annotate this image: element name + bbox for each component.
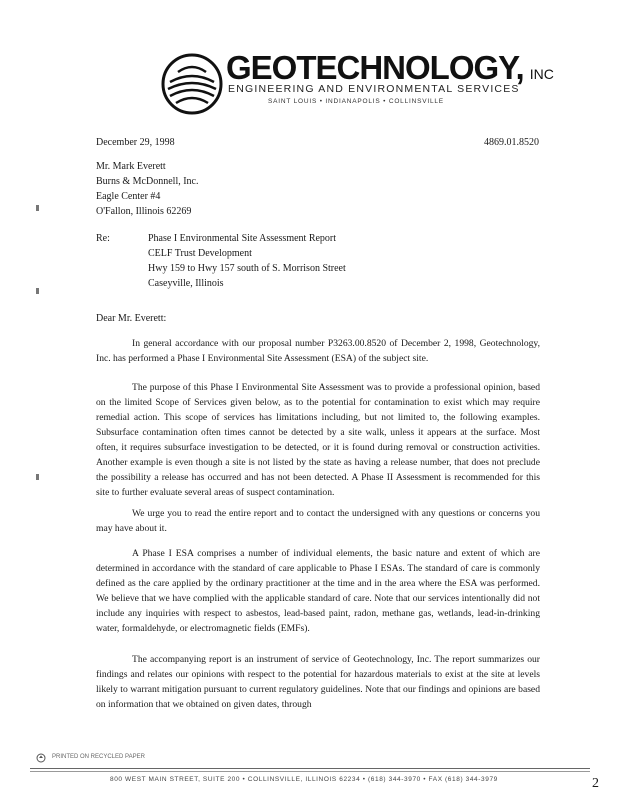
recipient-line: Mr. Mark Everett [96, 161, 166, 172]
page-number: 2 [592, 776, 599, 791]
subject-line: Caseyville, Illinois [148, 278, 224, 289]
subject-block [148, 232, 346, 292]
salutation: Dear Mr. Everett: [96, 313, 167, 324]
company-name: GEOTECHNOLOGY, INC [226, 49, 554, 86]
body-paragraph: The accompanying report is an instrument of service of Geotechnology, Inc. The report summarizes our findings and relates our opinions with respect to the potential for hazardous materials to exist at the site at levels likely to warrant mitigation pursuant to current regulatory guidelines. Note that our findings and opinions are based on information that we obtained on given dates, through [96, 654, 540, 710]
subject-label: Re: [96, 233, 110, 244]
body-paragraph: We urge you to read the entire report and to contact the undersigned with any questions or concerns you may have about it. [96, 508, 540, 534]
project-number: 4869.01.8520 [484, 137, 539, 148]
body-paragraph: The purpose of this Phase I Environmental Site Assessment was to provide a professional opinion, based on the limited Scope of Services given below, as to the potential for contamination to exist which may require remedial action. This scope of services has limitations including, but not limited to, the following examples. Subsurface contamination often times cannot be detected by a site walk, unless it appears at the surface. Most often, it requires subsurface investigation to be detected, or it is found during removal or construction activities. Another example is even though a site is not listed by the state as having a release number, that does not preclude the possibility a release has occurred and has not been detected. A Phase II Assessment is recommended for this site to further evaluate several areas of suspect contamination. [96, 382, 540, 498]
company-tagline: ENGINEERING AND ENVIRONMENTAL SERVICES [228, 83, 520, 95]
recycled-paper-note: PRINTED ON RECYCLED PAPER [52, 754, 145, 760]
company-suffix: INC [529, 66, 554, 82]
subject-line: CELF Trust Development [148, 248, 252, 259]
scan-mark [36, 474, 39, 480]
footer-divider [30, 771, 590, 772]
recipient-address [96, 160, 199, 220]
recipient-line: O'Fallon, Illinois 62269 [96, 206, 192, 217]
company-cities: SAINT LOUIS • INDIANAPOLIS • COLLINSVILLE [268, 98, 444, 105]
recycle-icon [36, 753, 46, 763]
scan-mark [36, 288, 39, 294]
company-logo-icon [160, 52, 224, 116]
recipient-line: Burns & McDonnell, Inc. [96, 176, 199, 187]
subject-line: Hwy 159 to Hwy 157 south of S. Morrison Street [148, 263, 346, 274]
recipient-line: Eagle Center #4 [96, 191, 161, 202]
body-paragraph: In general accordance with our proposal number P3263.00.8520 of December 2, 1998, Geotechnology, Inc. has performed a Phase I Environmental Site Assessment (ESA) of the subject site. [96, 338, 540, 364]
footer-address: 800 WEST MAIN STREET, SUITE 200 • COLLINSVILLE, ILLINOIS 62234 • (618) 344-3970 • FAX (618) 344-3979 [110, 776, 498, 783]
scan-mark [36, 205, 39, 211]
body-paragraph: A Phase I ESA comprises a number of individual elements, the basic nature and extent of which are determined in accordance with the standard of care applicable to Phase I ESAs. The standard of care is commonly defined as the care applied by the ordinary practitioner at the time and in the area where the ESA was performed. We believe that we have complied with the applicable standard of care. Note that our services intentionally did not include any inquiries with respect to asbestos, lead-based paint, radon, methane gas, wetlands, lead-in-drinking water, formaldehyde, or electromagnetic fields (EMFs). [96, 548, 540, 634]
footer-divider [30, 768, 590, 769]
subject-line: Phase I Environmental Site Assessment Report [148, 233, 337, 244]
letter-date: December 29, 1998 [96, 137, 175, 148]
